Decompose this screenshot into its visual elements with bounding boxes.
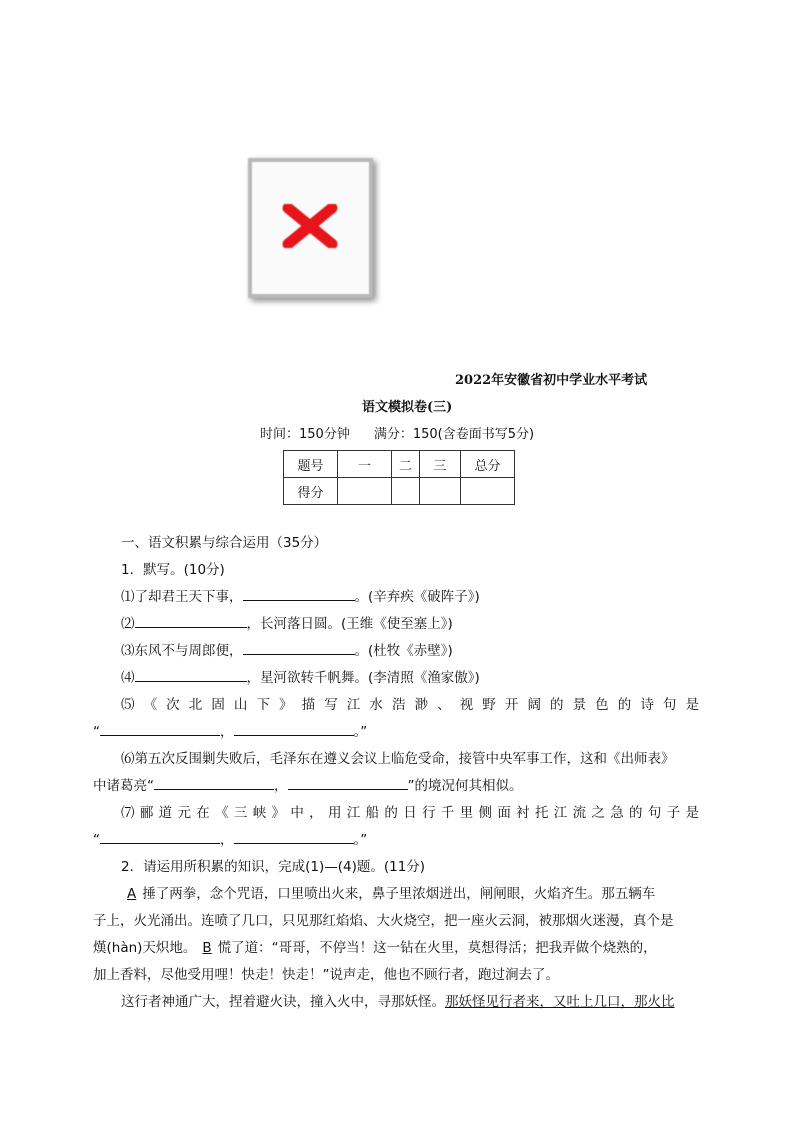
answer-blank	[234, 721, 354, 736]
broken-image-placeholder	[248, 158, 373, 298]
broken-image-icon	[282, 204, 338, 248]
question-stem: 2．请运用所积累的知识，完成(1)—(4)题。(11分)	[121, 859, 426, 875]
exam-info	[260, 423, 534, 442]
question-item: ⑶东风不与周郎便， 。(杜牧《赤壁》)	[93, 638, 699, 665]
question-item-continued: 中诸葛亮“ ， ”的境况何其相似。	[93, 773, 699, 800]
score-cell: 一	[338, 451, 392, 478]
blank-mark-a: A	[127, 886, 137, 902]
question-item: ⑹第五次反围剿失败后，毛泽东在遵义会议上临危受命，接管中央军事工作，这和《出师表》	[121, 751, 675, 767]
score-cell: 三	[420, 451, 461, 478]
question-stem: 1．默写。(10分)	[121, 562, 225, 578]
answer-blank	[100, 829, 220, 844]
passage-line: 熯(hàn)天炽地。 B 慌了道：“哥哥，不停当！这一钻在火里，莫想得活；把我弄做个烧熟的，	[93, 940, 657, 956]
answer-blank	[135, 667, 247, 682]
score-input-cell	[420, 478, 461, 505]
question-item: ⑵ ，长河落日圆。(王维《使至塞上》)	[93, 611, 699, 638]
exam-content	[93, 530, 699, 1016]
blank-mark-b: B	[202, 940, 212, 956]
answer-blank	[288, 775, 408, 790]
score-cell: 题号	[284, 451, 338, 478]
score-input-cell	[338, 478, 392, 505]
answer-blank	[154, 775, 274, 790]
time-label: 时间：150分钟	[260, 427, 350, 442]
score-table-value-row	[284, 478, 515, 505]
score-input-cell	[392, 478, 420, 505]
passage-paragraph: 这行者神通广大，捏着避火诀，撞入火中，寻那妖怪。那妖怪见行者来，又吐上几口，那火比	[121, 994, 675, 1010]
score-cell: 二	[392, 451, 420, 478]
score-cell: 总分	[461, 451, 515, 478]
passage-line: 子上，火光涌出。连喷了几口，只见那红焰焰、大火烧空，把一座火云洞，被那烟火迷漫，真个是	[93, 913, 674, 929]
score-table-header-row	[284, 451, 515, 478]
exam-title: 2022年安徽省初中学业水平考试	[455, 373, 648, 388]
question-item: ⑺郦道元在《三峡》中，用江船的日行千里侧面衬托江流之急的句子是	[121, 805, 699, 821]
section-heading: 一、语文积累与综合运用（35分）	[121, 535, 328, 551]
question-item: ⑸《次北固山下》描写江水浩渺、视野开阔的景色的诗句是	[121, 697, 699, 713]
answer-blank	[100, 721, 220, 736]
answer-blank	[135, 613, 247, 628]
answer-blank	[243, 586, 355, 601]
question-item: ⑷ ，星河欲转千帆舞。(李清照《渔家傲》)	[93, 665, 699, 692]
exam-subtitle: 语文模拟卷(三)	[362, 400, 453, 415]
score-cell: 得分	[284, 478, 338, 505]
question-item-continued: “ ， 。”	[93, 719, 699, 746]
answer-blank	[234, 829, 354, 844]
underlined-sentence: 那妖怪见行者来，又吐上几口，那火比	[445, 994, 675, 1010]
score-input-cell	[461, 478, 515, 505]
answer-blank	[243, 640, 355, 655]
passage-line: 加上香料，尽他受用哩！快走！快走！”说声走，他也不顾行者，跑过涧去了。	[93, 967, 559, 983]
passage-paragraph: A 捶了两拳，念个咒语，口里喷出火来，鼻子里浓烟迸出，闸闸眼，火焰齐生。那五辆车	[93, 881, 699, 908]
score-label: 满分：150(含卷面书写5分)	[373, 427, 535, 442]
question-item: ⑴了却君王天下事， 。(辛弃疾《破阵子》)	[93, 584, 699, 611]
score-table	[283, 450, 515, 505]
question-item-continued: “ ， 。”	[93, 827, 699, 854]
